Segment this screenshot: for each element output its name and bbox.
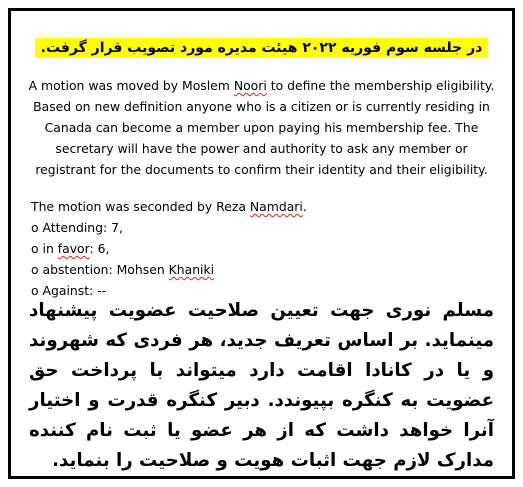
against-line: o Against: -- [31,283,107,298]
persian-motion-paragraph: مسلم نوری جهت تعیین صلاحیت عضویت پیشنهاد مینماید. بر اساس تعریف جدید، هر فردی که شهروند و یا در کانادا اقامت دارد میتواند با پرداخت حق عضویت به کنگره بپیوندد. دبیر کنگره قدرت و اختیار آنرا خواهد داشت که از هر عضو یا ثبت نام کننده مدارک لازم جهت اثبات هویت و صلاحیت را بنماید. [29,300,494,471]
abstention-prefix: o abstention: Mohsen [31,262,169,277]
persian-heading: در جلسه سوم فوریه ۲۰۲۲ هیئت مدیره مورد تصویب قرار گرفت. [35,38,489,58]
in-favor-count: : 6, [89,241,110,256]
seconder-surname: Namdari [249,199,303,214]
seconded-prefix: The motion was seconded by Reza [31,199,250,214]
attending-line: o Attending: 7, [31,220,123,235]
mover-surname: Noori [233,78,267,93]
in-favor-prefix: o in [31,241,58,256]
motion-text-rest: to define the membership eligibility. Based on new definition anyone who is a citizen or is currently residing in Canada can become a member upon paying his membership fee. The secretary will have the power and authority to ask any member or registrant for the documents to confirm their identity and their eligibility. [33,78,495,177]
in-favor-word: favor [57,241,90,256]
document-frame [8,8,515,479]
in-favor-line [31,238,492,259]
motion-text-start: A motion was moved by Moslem [28,78,234,93]
abstention-surname: Khaniki [168,262,215,277]
vote-details [31,196,492,301]
english-motion-paragraph [25,75,498,180]
heading-row [11,37,512,58]
seconded-line [31,196,492,217]
abstention-line [31,259,492,280]
seconded-suffix: . [302,199,307,214]
